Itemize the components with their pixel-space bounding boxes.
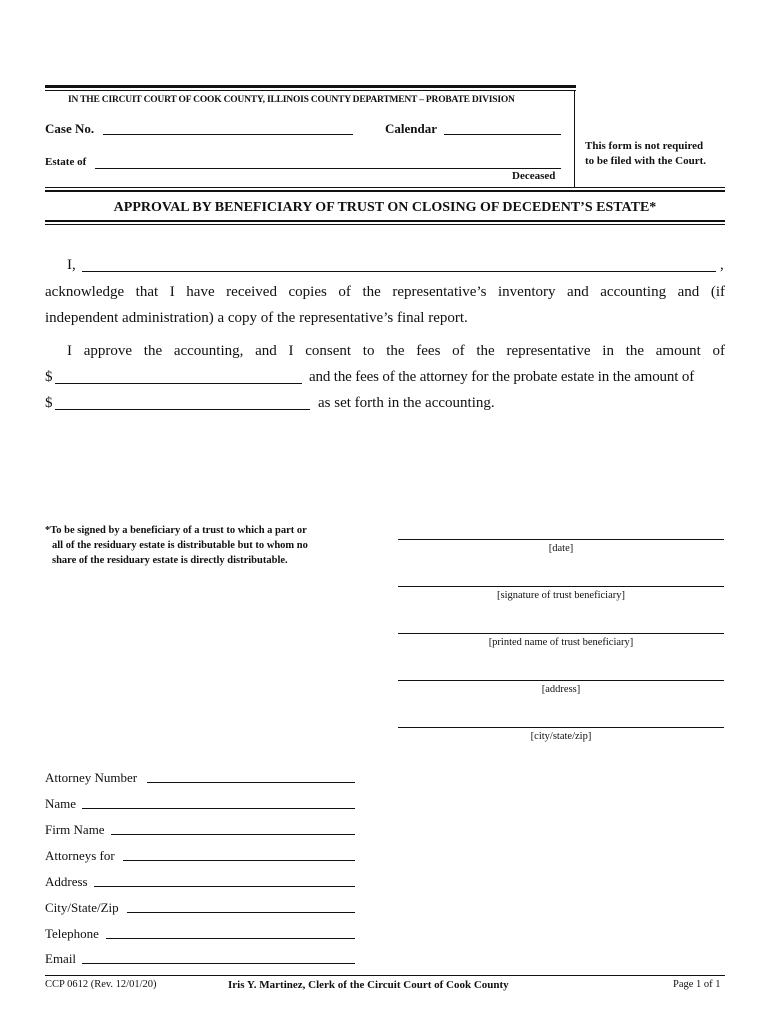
filing-note-line1: This form is not required <box>585 140 704 152</box>
header-right-border <box>574 90 575 187</box>
city-state-zip-label: City/State/Zip <box>45 900 119 915</box>
estate-of-label: Estate of <box>45 156 87 168</box>
footnote-line2: all of the residuary estate is distributable but to whom no <box>52 540 308 551</box>
footnote-line3: share of the residuary estate is directly distributable. <box>52 555 288 566</box>
paragraph2-line3-tail: as set forth in the accounting. <box>318 395 495 411</box>
form-title: APPROVAL BY BENEFICIARY OF TRUST ON CLOSING OF DECEDENT’S ESTATE* <box>113 200 657 215</box>
estate-of-field[interactable] <box>95 168 561 169</box>
title-top-rule <box>45 187 725 188</box>
paragraph1-line2: independent administration) a copy of the representative’s final report. <box>45 310 468 326</box>
beneficiary-name-field[interactable] <box>82 271 716 272</box>
name-field[interactable] <box>82 808 355 809</box>
footer-rule <box>45 975 725 976</box>
signature-caption: [signature of trust beneficiary] <box>497 590 625 601</box>
title-bottom-rule <box>45 224 725 225</box>
court-caption: IN THE CIRCUIT COURT OF COOK COUNTY, ILLINOIS COUNTY DEPARTMENT – PROBATE DIVISION <box>68 95 515 105</box>
clerk-name: Iris Y. Martinez, Clerk of the Circuit Court of Cook County <box>228 979 509 991</box>
representative-fee-field[interactable] <box>55 383 302 384</box>
deceased-label: Deceased <box>512 170 556 182</box>
dollar-sign-2: $ <box>45 395 53 411</box>
i-comma: , <box>720 257 724 273</box>
email-label: Email <box>45 951 77 966</box>
firm-name-field[interactable] <box>111 834 355 835</box>
title-bottom-rule-thick <box>45 220 725 222</box>
case-no-field[interactable] <box>103 134 353 135</box>
header-top-double-rule <box>45 85 576 88</box>
footnote-line1: *To be signed by a beneficiary of a trust to which a part or <box>45 525 307 536</box>
attorney-address-field[interactable] <box>94 886 355 887</box>
attorneys-for-label: Attorneys for <box>45 848 115 863</box>
attorney-number-label: Attorney Number <box>45 770 138 785</box>
case-no-label: Case No. <box>45 121 95 136</box>
paragraph2-line2-tail: and the fees of the attorney for the probate estate in the amount of <box>309 369 695 385</box>
attorney-city-state-zip-field[interactable] <box>127 912 355 913</box>
address-field[interactable] <box>398 680 724 681</box>
filing-note <box>585 139 706 169</box>
footnote <box>45 523 308 568</box>
date-field[interactable] <box>398 539 724 540</box>
date-caption: [date] <box>548 543 574 554</box>
email-field[interactable] <box>82 963 355 964</box>
form-number: CCP 0612 (Rev. 12/01/20) <box>45 979 157 990</box>
paragraph2-line1: I approve the accounting, and I consent to the fees of the representative in the amount of <box>67 343 725 359</box>
header-top-thin-rule <box>45 90 576 91</box>
calendar-label: Calendar <box>385 121 437 136</box>
firm-name-label: Firm Name <box>45 822 105 837</box>
paragraph1-line1: acknowledge that I have received copies of the representative’s inventory and accounting and (if <box>45 284 725 300</box>
attorney-fee-field[interactable] <box>55 409 310 410</box>
address-caption: [address] <box>541 684 581 695</box>
attorney-number-field[interactable] <box>147 782 355 783</box>
telephone-label: Telephone <box>45 926 99 941</box>
attorneys-for-field[interactable] <box>123 860 355 861</box>
dollar-sign-1: $ <box>45 369 53 385</box>
page-number: Page 1 of 1 <box>673 979 721 990</box>
name-label: Name <box>45 796 77 811</box>
i-label: I, <box>67 257 76 273</box>
calendar-field[interactable] <box>444 134 561 135</box>
signature-field[interactable] <box>398 586 724 587</box>
filing-note-line2: to be filed with the Court. <box>585 155 706 167</box>
address-label: Address <box>45 874 88 889</box>
printed-name-field[interactable] <box>398 633 724 634</box>
city-state-zip-field[interactable] <box>398 727 724 728</box>
printed-name-caption: [printed name of trust beneficiary] <box>488 637 634 648</box>
city-state-zip-caption: [city/state/zip] <box>530 731 592 742</box>
title-top-rule-thick <box>45 190 725 192</box>
telephone-field[interactable] <box>106 938 355 939</box>
